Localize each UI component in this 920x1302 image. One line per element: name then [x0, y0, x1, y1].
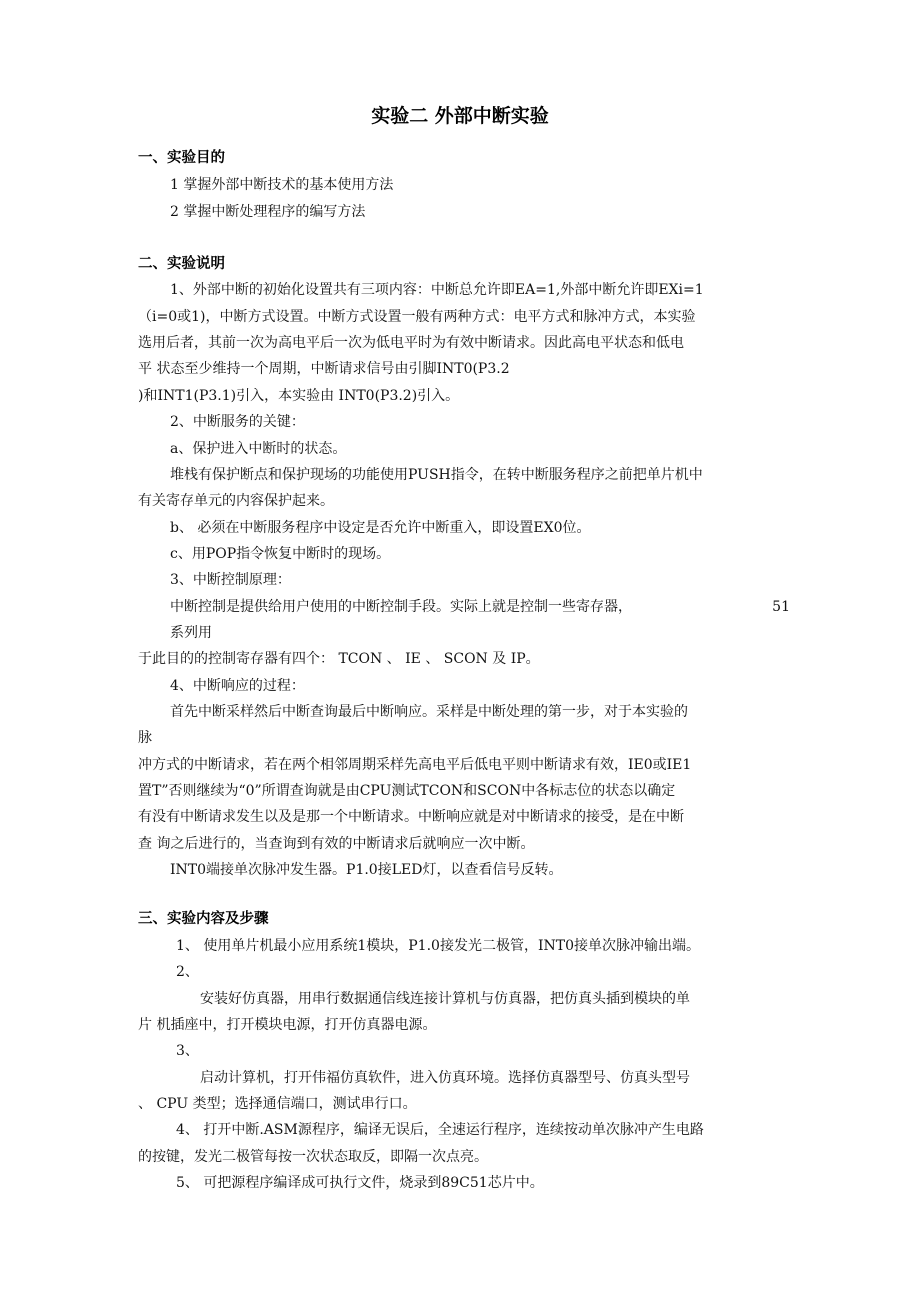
- paragraph-line: 平 状态至少维持一个周期，中断请求信号由引脚INT0(P3.2: [138, 361, 510, 377]
- paragraph-line: 于此目的的控制寄存器有四个： TCON 、 IE 、 SCON 及 IP。: [138, 651, 540, 667]
- step-line: 5、 可把源程序编译成可执行文件，烧录到89C51芯片中。: [176, 1175, 544, 1191]
- paragraph-line: 3、中断控制原理：: [170, 572, 291, 588]
- step-line: 、 CPU 类型；选择通信端口，测试串行口。: [138, 1096, 417, 1112]
- paragraph-line: （i=0或1)，中断方式设置。中断方式设置一般有两种方式：电平方式和脉冲方式，本实验: [138, 309, 696, 325]
- paragraph-line: 选用后者，其前一次为高电平后一次为低电平时为有效中断请求。因此高电平状态和低电: [138, 335, 684, 351]
- paragraph-line: 2、中断服务的关键：: [170, 414, 305, 430]
- paragraph-line: 冲方式的中断请求，若在两个相邻周期采样先高电平后低电平则中断请求有效，IE0或IE1: [138, 757, 692, 773]
- step-line: 的按键，发光二极管每按一次状态取反，即隔一次点亮。: [138, 1149, 488, 1165]
- step-line: 1、 使用单片机最小应用系统1模块，P1.0接发光二极管，INT0接单次脉冲输出端。: [176, 938, 700, 954]
- purpose-item: 1 掌握外部中断技术的基本使用方法: [170, 177, 394, 193]
- paragraph-line: 置T”否则继续为“0”所谓查询就是由CPU测试TCON和SCON中各标志位的状态以确定: [138, 783, 676, 799]
- section-heading-purpose: 一、实验目的: [138, 150, 225, 166]
- paragraph-line: 脉: [138, 730, 152, 746]
- page-title: 实验二 外部中断实验: [371, 105, 549, 127]
- paragraph-line: 有关寄存单元的内容保护起来。: [138, 493, 334, 509]
- step-line: 3、: [176, 1043, 199, 1059]
- paragraph-line: 首先中断采样然后中断查询最后中断响应。采样是中断处理的第一步，对于本实验的: [170, 704, 688, 720]
- step-line: 安装好仿真器，用串行数据通信线连接计算机与仿真器，把仿真头插到模块的单: [200, 991, 690, 1007]
- paragraph-line: 1、外部中断的初始化设置共有三项内容：中断总允许即EA=1,外部中断允许即EXi=1: [170, 282, 704, 298]
- step-line: 启动计算机，打开伟福仿真软件，进入仿真环境。选择仿真器型号、仿真头型号: [200, 1070, 690, 1086]
- paragraph-text: 51: [772, 599, 790, 615]
- paragraph-line: 系列用: [170, 625, 212, 641]
- paragraph-text: 中断控制是提供给用户使用的中断控制手段。实际上就是控制一些寄存器，: [170, 599, 632, 615]
- paragraph-line: b、 必须在中断服务程序中设定是否允许中断重入，即设置EX0位。: [170, 520, 591, 536]
- step-line: 片 机插座中，打开模块电源，打开仿真器电源。: [138, 1017, 437, 1033]
- paragraph-line: [170, 594, 790, 620]
- step-line: 4、 打开中断.ASM源程序，编译无误后，全速运行程序，连续按动单次脉冲产生电路: [176, 1122, 704, 1138]
- paragraph-line: 4、中断响应的过程：: [170, 678, 305, 694]
- paragraph-line: INT0端接单次脉冲发生器。P1.0接LED灯，以查看信号反转。: [170, 862, 563, 878]
- paragraph-line: a、保护进入中断时的状态。: [170, 441, 347, 457]
- paragraph-line: 堆栈有保护断点和保护现场的功能使用PUSH指令，在转中断服务程序之前把单片机中: [170, 467, 703, 483]
- paragraph-line: c、用POP指令恢复中断时的现场。: [170, 546, 391, 562]
- section-heading-steps: 三、实验内容及步骤: [138, 911, 269, 927]
- paragraph-line: 有没有中断请求发生以及是那一个中断请求。中断响应就是对中断请求的接受，是在中断: [138, 809, 684, 825]
- paragraph-line: )和INT1(P3.1)引入，本实验由 INT0(P3.2)引入。: [138, 388, 460, 404]
- purpose-item: 2 掌握中断处理程序的编写方法: [170, 204, 366, 220]
- section-heading-explanation: 二、实验说明: [138, 256, 225, 272]
- step-line: 2、: [176, 964, 199, 980]
- paragraph-line: 查 询之后进行的，当查询到有效的中断请求后就响应一次中断。: [138, 836, 535, 852]
